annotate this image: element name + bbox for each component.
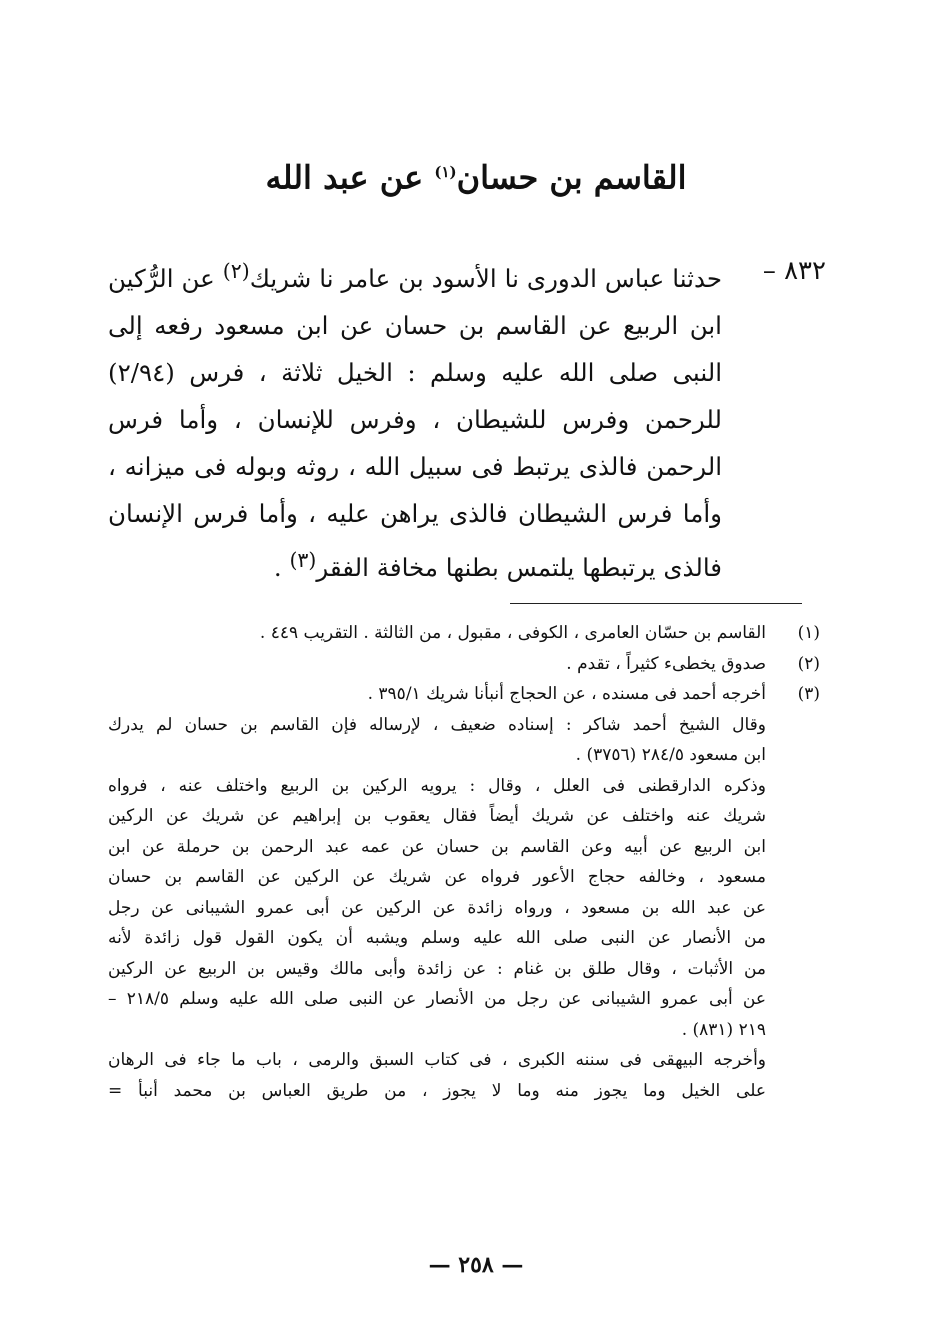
hadith-text-part-2: عن الرُّكين ابن الربيع عن القاسم بن حسان عن ابن مسعود رفعه إلى النبى صلى الله عليه وسلم : الخيل ثلاثة ، فرس (٢/٩٤) للرحمن وفرس للشيطان ، وفرس للإنسان ، وأما فرس الرحمن فالذى يرتبط فى سبيل الله ، روثه وبوله فى ميزانه ، وأما فرس الشيطان فالذى يراهن عليه ، وأما فرس الإنسان فالذى يرتبطها يلتمس بطنها مخافة الفقر (108, 264, 722, 583)
footnote-line: وذكره الدارقطنى فى العلل ، وقال : يرويه الركين بن الربيع واختلف عنه ، فرواه (108, 775, 766, 796)
footnote-line: من الأثبات ، وقال طلق بن غنام : عن زائدة وأبى مالك وقيس بن الربيع عن الركين (108, 958, 766, 979)
footnote-2 (108, 649, 820, 680)
hadith-text-part-3: . (273, 553, 290, 583)
footnote-line: على الخيل وما يجوز منه وما لا يجوز ، من طريق العباس بن محمد أنبأ = (108, 1080, 766, 1101)
title-name: القاسم بن حسان (456, 158, 687, 197)
footnote-line: مسعود ، وخالفه حجاج الأعور فرواه عن شريك عن الركين عن القاسم بن حسان (108, 867, 766, 887)
footnote-number: (١) (797, 623, 820, 643)
page-number: — ٢٥٨ — (428, 1252, 524, 1278)
footnotes (108, 618, 820, 1106)
footnote-text: صدوق يخطىء كثيراً ، تقدم . (566, 653, 766, 674)
footnote-number: (٣) (797, 684, 820, 704)
footnote-line: ٢١٩ (٨٣١) . (681, 1019, 766, 1040)
title-footnote-ref: (١) (434, 163, 457, 181)
footnote-3-continuation (108, 710, 766, 1107)
footnote-line: من الأنصار عن النبى صلى الله عليه وسلم ويشبه أن يكون القول قول زائدة لأنه (108, 928, 766, 948)
footnote-line: ابن مسعود ٢٨٤/٥ (٣٧٥٦) . (575, 745, 766, 765)
footnote-line: ابن الربيع عن أبيه وعن القاسم بن حسان عن عمه عبد الرحمن بن حرملة عن ابن (108, 836, 766, 857)
footnote-line: وأخرجه البيهقى فى سننه الكبرى ، فى كتاب السبق والرمى ، باب ما جاء فى الرهان (108, 1050, 766, 1070)
footnote-line: عن أبى عمرو الشيبانى عن رجل من الأنصار عن النبى صلى الله عليه وسلم ٢١٨/٥ – (108, 989, 766, 1009)
title-subject: عن عبد الله (265, 158, 435, 197)
footnote-line: عن عبد الله بن مسعود ، ورواه زائدة عن الركين عن أبى عمرو الشيبانى عن رجل (108, 897, 766, 918)
hadith-number: ٨٣٢ – (762, 256, 826, 286)
hadith-footnote-ref-3: (٣) (289, 548, 317, 573)
footnote-line: وقال الشيخ أحمد شاكر : إسناده ضعيف ، لإرساله فإن القاسم بن حسان لم يدرك (108, 714, 766, 735)
hadith-text (108, 248, 722, 591)
footnote-divider (510, 603, 802, 604)
chapter-title (0, 150, 952, 200)
footnote-text: القاسم بن حسّان العامرى ، الكوفى ، مقبول ، من الثالثة . التقريب ٤٤٩ . (259, 623, 766, 643)
footnote-1 (108, 618, 820, 649)
footnote-number: (٢) (797, 653, 820, 674)
footnote-line: أخرجه أحمد فى مسنده ، عن الحجاج أنبأنا شريك ٣٩٥/١ . (367, 684, 766, 704)
footnote-line: شريك عنه واختلف عن شريك أيضاً فقال يعقوب بن إبراهيم عن شريك عن الركين (108, 806, 766, 826)
hadith-832 (108, 248, 826, 591)
hadith-text-part-1: حدثنا عباس الدورى نا الأسود بن عامر نا شريك (249, 264, 722, 294)
footnote-3 (108, 679, 820, 710)
hadith-footnote-ref-2: (٢) (222, 259, 250, 283)
